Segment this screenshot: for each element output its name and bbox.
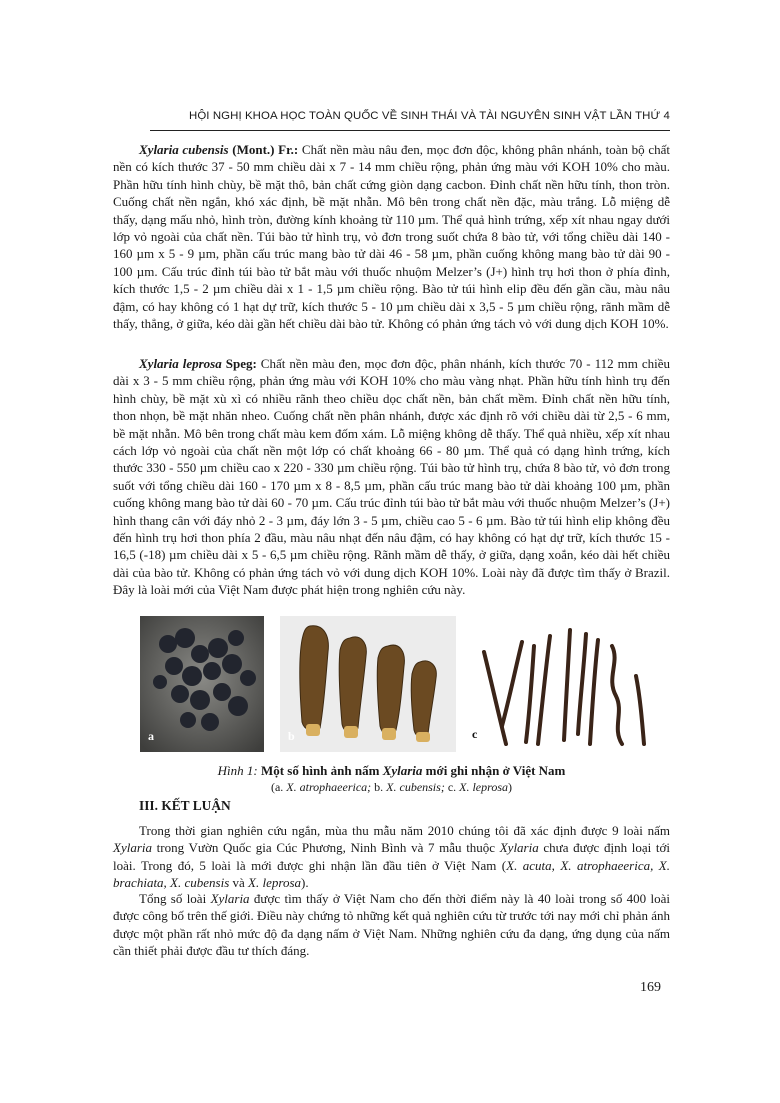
brown-fungi-photo: [280, 616, 456, 752]
figure-1: [140, 616, 662, 754]
paragraph-text: trong Vườn Quốc gia Cúc Phương, Ninh Bình và 7 mẫu thuộc: [156, 840, 496, 856]
paragraph: [113, 141, 670, 332]
paragraph-text: Chất nền màu nâu đen, mọc đơn độc, không phân nhánh, toàn bộ chất nền có kích thước 37 - 50 mm chiều dài x 7 - 14 mm chiều rộng, phản ứng màu với KOH 10% cho màu. Phần hữu tính hình chùy, bề mặt thô, bản chất cứng giòn dạng cacbon. Đỉnh chất nền hữu tính, thon tròn. Cuống chất nền ngắn, khó xác định, bề mặt nhẵn. Mô bên trong chất nền đặc, màu trắng. Lỗ miệng dễ thấy, dạng mấu nhỏ, hình tròn, đường kính khoảng từ 110 µm. Thể quả hình trứng, xếp xít nhau ngay dưới lớp vỏ ngoài của chất nền. Túi bào tử hình trụ, vỏ đơn trong suốt chứa 8 bào tử, với tổng chiều dài 140 - 160 µm x 5 - 9 µm, phần cấu trúc mang bào tử dài 46 - 58 µm, phần cuống không mang bào tử dài 90 - 100 µm. Cấu trúc đỉnh túi bào tử bắt màu với thuốc nhuộm Melzer’s (J+) hình trụ hơi thon ở phía đỉnh, kích thước 1,5 - 2 µm chiều dài x 1 - 1,5 µm chiều rộng. Bào tử túi hình elip đều đến gần cầu, màu nâu đậm, có hay không có 1 hạt dự trữ, kích thước 5 - 10 µm chiều dài x 3,5 - 5 µm chiều rộng, rãnh mầm dễ thấy, thẳng, ở giữa, kéo dài gần hết chiều dài bào tử. Không có phản ứng tách vỏ với dung dịch KOH 10%.: [113, 142, 670, 332]
subcaption-species: X. cubensis;: [386, 780, 445, 794]
conclusion-paragraph-2: [113, 890, 670, 960]
slender-fungi-photo: [472, 616, 662, 752]
caption-genus: Xylaria: [382, 763, 423, 778]
figure-caption: [113, 763, 670, 779]
photo-label-b: b: [288, 729, 295, 743]
genus-name: Xylaria: [499, 840, 539, 856]
subcaption-species: X. leprosa: [459, 780, 509, 794]
paragraph-text: và: [232, 875, 245, 891]
running-header: [150, 110, 670, 132]
header-title: HỘI NGHỊ KHOA HỌC TOÀN QUỐC VỀ SINH THÁI VÀ TÀI NGUYÊN SINH VẬT LẦN THỨ 4: [189, 110, 670, 122]
page-number: 169: [640, 980, 661, 995]
species-description-leprosa: [113, 355, 670, 599]
species-name: Xylaria cubensis: [139, 142, 229, 157]
caption-text: mới ghi nhận ở Việt Nam: [425, 763, 566, 778]
paragraph-text: Chất nền màu đen, mọc đơn độc, phân nhánh, kích thước 70 - 112 mm chiều dài x 3 - 5 mm chiều rộng, phản ứng màu với KOH 10% cho màu vàng nhạt. Phần hữu tính hình trụ đến hình chùy, bề mặt xù xì có nhiều rãnh theo chiều dọc chất nền, bản chất mềm. Đỉnh chất nền hữu tính, thon nhọn, bề mặt nhăn nheo. Cuống chất nền phân nhánh, được xác định rõ với chiều dài từ 2,5 - 6 mm, bề mặt nhẵn. Mô bên trong chất màu kem đốm xám. Lỗ miệng không dễ thấy. Thể quả nhiều, xếp xít nhau cách lớp vỏ ngoài của chất nền một lớp có chất khoảng 66 - 80 µm. Thể quả có dạng hình trứng, kích thước 330 - 550 µm chiều cao x 220 - 330 µm chiều rộng. Túi bào tử hình trụ, chứa 8 bào tử, vỏ đơn trong suốt với tổng chiều dài 160 - 170 µm x 8 - 8,5 µm, phần cấu trúc mang bào tử dài khoảng 100 µm, phần cuống không mang bào tử dài 60 - 70 µm. Cấu trúc đỉnh túi bào tử bắt màu với thuốc nhuộm Melzer’s (J+) hình thang cân với đáy nhỏ 2 - 3 µm, đáy lớn 3 - 5 µm, chiều cao 5 - 6 µm. Bào tử túi hình elip không đều đến hình trụ hơi thon phía 2 đầu, màu nâu nhạt đến nâu đậm, có hay không có hạt dự trữ, kích thước 15 - 16,5 (-18) µm chiều dài x 5 - 6,5 µm chiều rộng. Rãnh mầm dễ thấy, ở giữa, dạng xoắn, kéo dài hết chiều dài của bào tử. Không có phản ứng tách vỏ với dung dịch KOH 10%. Loài này đã được tìm thấy ở Brazil. Đây là loài mới của Việt Nam được phát hiện trong nghiên cứu này.: [113, 356, 670, 598]
paragraph: [113, 890, 670, 960]
photo-c: [472, 616, 662, 752]
subcaption-species: X. atrophaeerica;: [286, 780, 372, 794]
subcaption-text: c.: [447, 780, 457, 794]
section-heading: III. KẾT LUẬN: [139, 798, 231, 813]
genus-name: Xylaria: [113, 840, 152, 856]
species-heading: [139, 356, 257, 371]
species-name: X. leprosa: [248, 875, 302, 891]
paragraph-text: ).: [301, 875, 309, 891]
paragraph-text: được tìm thấy ở Việt Nam cho đến thời điểm này là 40 loài trong số 400 loài được công bố trên thế giới. Điều này chứng tỏ những kết quả nghiên cứu từ trước tới nay mới chỉ phản ánh được một phần rất nhỏ mức độ đa dạng nấm ở Việt Nam. Những nghiên cứu đa dạng, ứng dụng của nấm cần thiết phải được đầu tư thích đáng.: [113, 891, 671, 959]
conclusion-paragraph-1: [113, 822, 670, 892]
paragraph: [113, 822, 670, 892]
paragraph-text: Tổng số loài: [139, 891, 207, 906]
subcaption-text: (a.: [270, 780, 284, 794]
caption-text: Một số hình ảnh nấm: [260, 763, 380, 778]
paragraph: [113, 355, 670, 599]
black-fungi-photo: [140, 616, 264, 752]
species-author: (Mont.) Fr.:: [232, 142, 299, 157]
caption-title: [261, 763, 565, 778]
species-author: Speg:: [225, 356, 257, 371]
genus-name: Xylaria: [210, 891, 250, 906]
species-name: Xylaria leprosa: [139, 356, 222, 371]
subcaption-text: ): [508, 780, 513, 794]
caption-prefix: Hình 1:: [217, 763, 258, 778]
paragraph-text: chưa được định loại tới loài. Trong đó, 5 loài là mới được ghi nhận lần đầu tiên ở Việt Nam (: [113, 840, 670, 873]
photo-label-a: a: [148, 729, 154, 743]
photo-b: [280, 616, 456, 752]
photo-label-c: c: [472, 727, 478, 741]
species-heading: [139, 142, 298, 157]
species-description-cubensis: [113, 141, 670, 332]
header-rule: [150, 130, 670, 131]
photo-a: [140, 616, 264, 752]
subcaption-text: b.: [374, 780, 384, 794]
species-list: X. acuta, X. atrophaeerica, X. brachiata, X. cubensis: [113, 857, 671, 891]
figure-subcaption: [113, 780, 670, 795]
paragraph-text: Trong thời gian nghiên cứu ngắn, mùa thu mẫu năm 2010 chúng tôi đã xác định được 9 loài nấm: [139, 823, 670, 838]
